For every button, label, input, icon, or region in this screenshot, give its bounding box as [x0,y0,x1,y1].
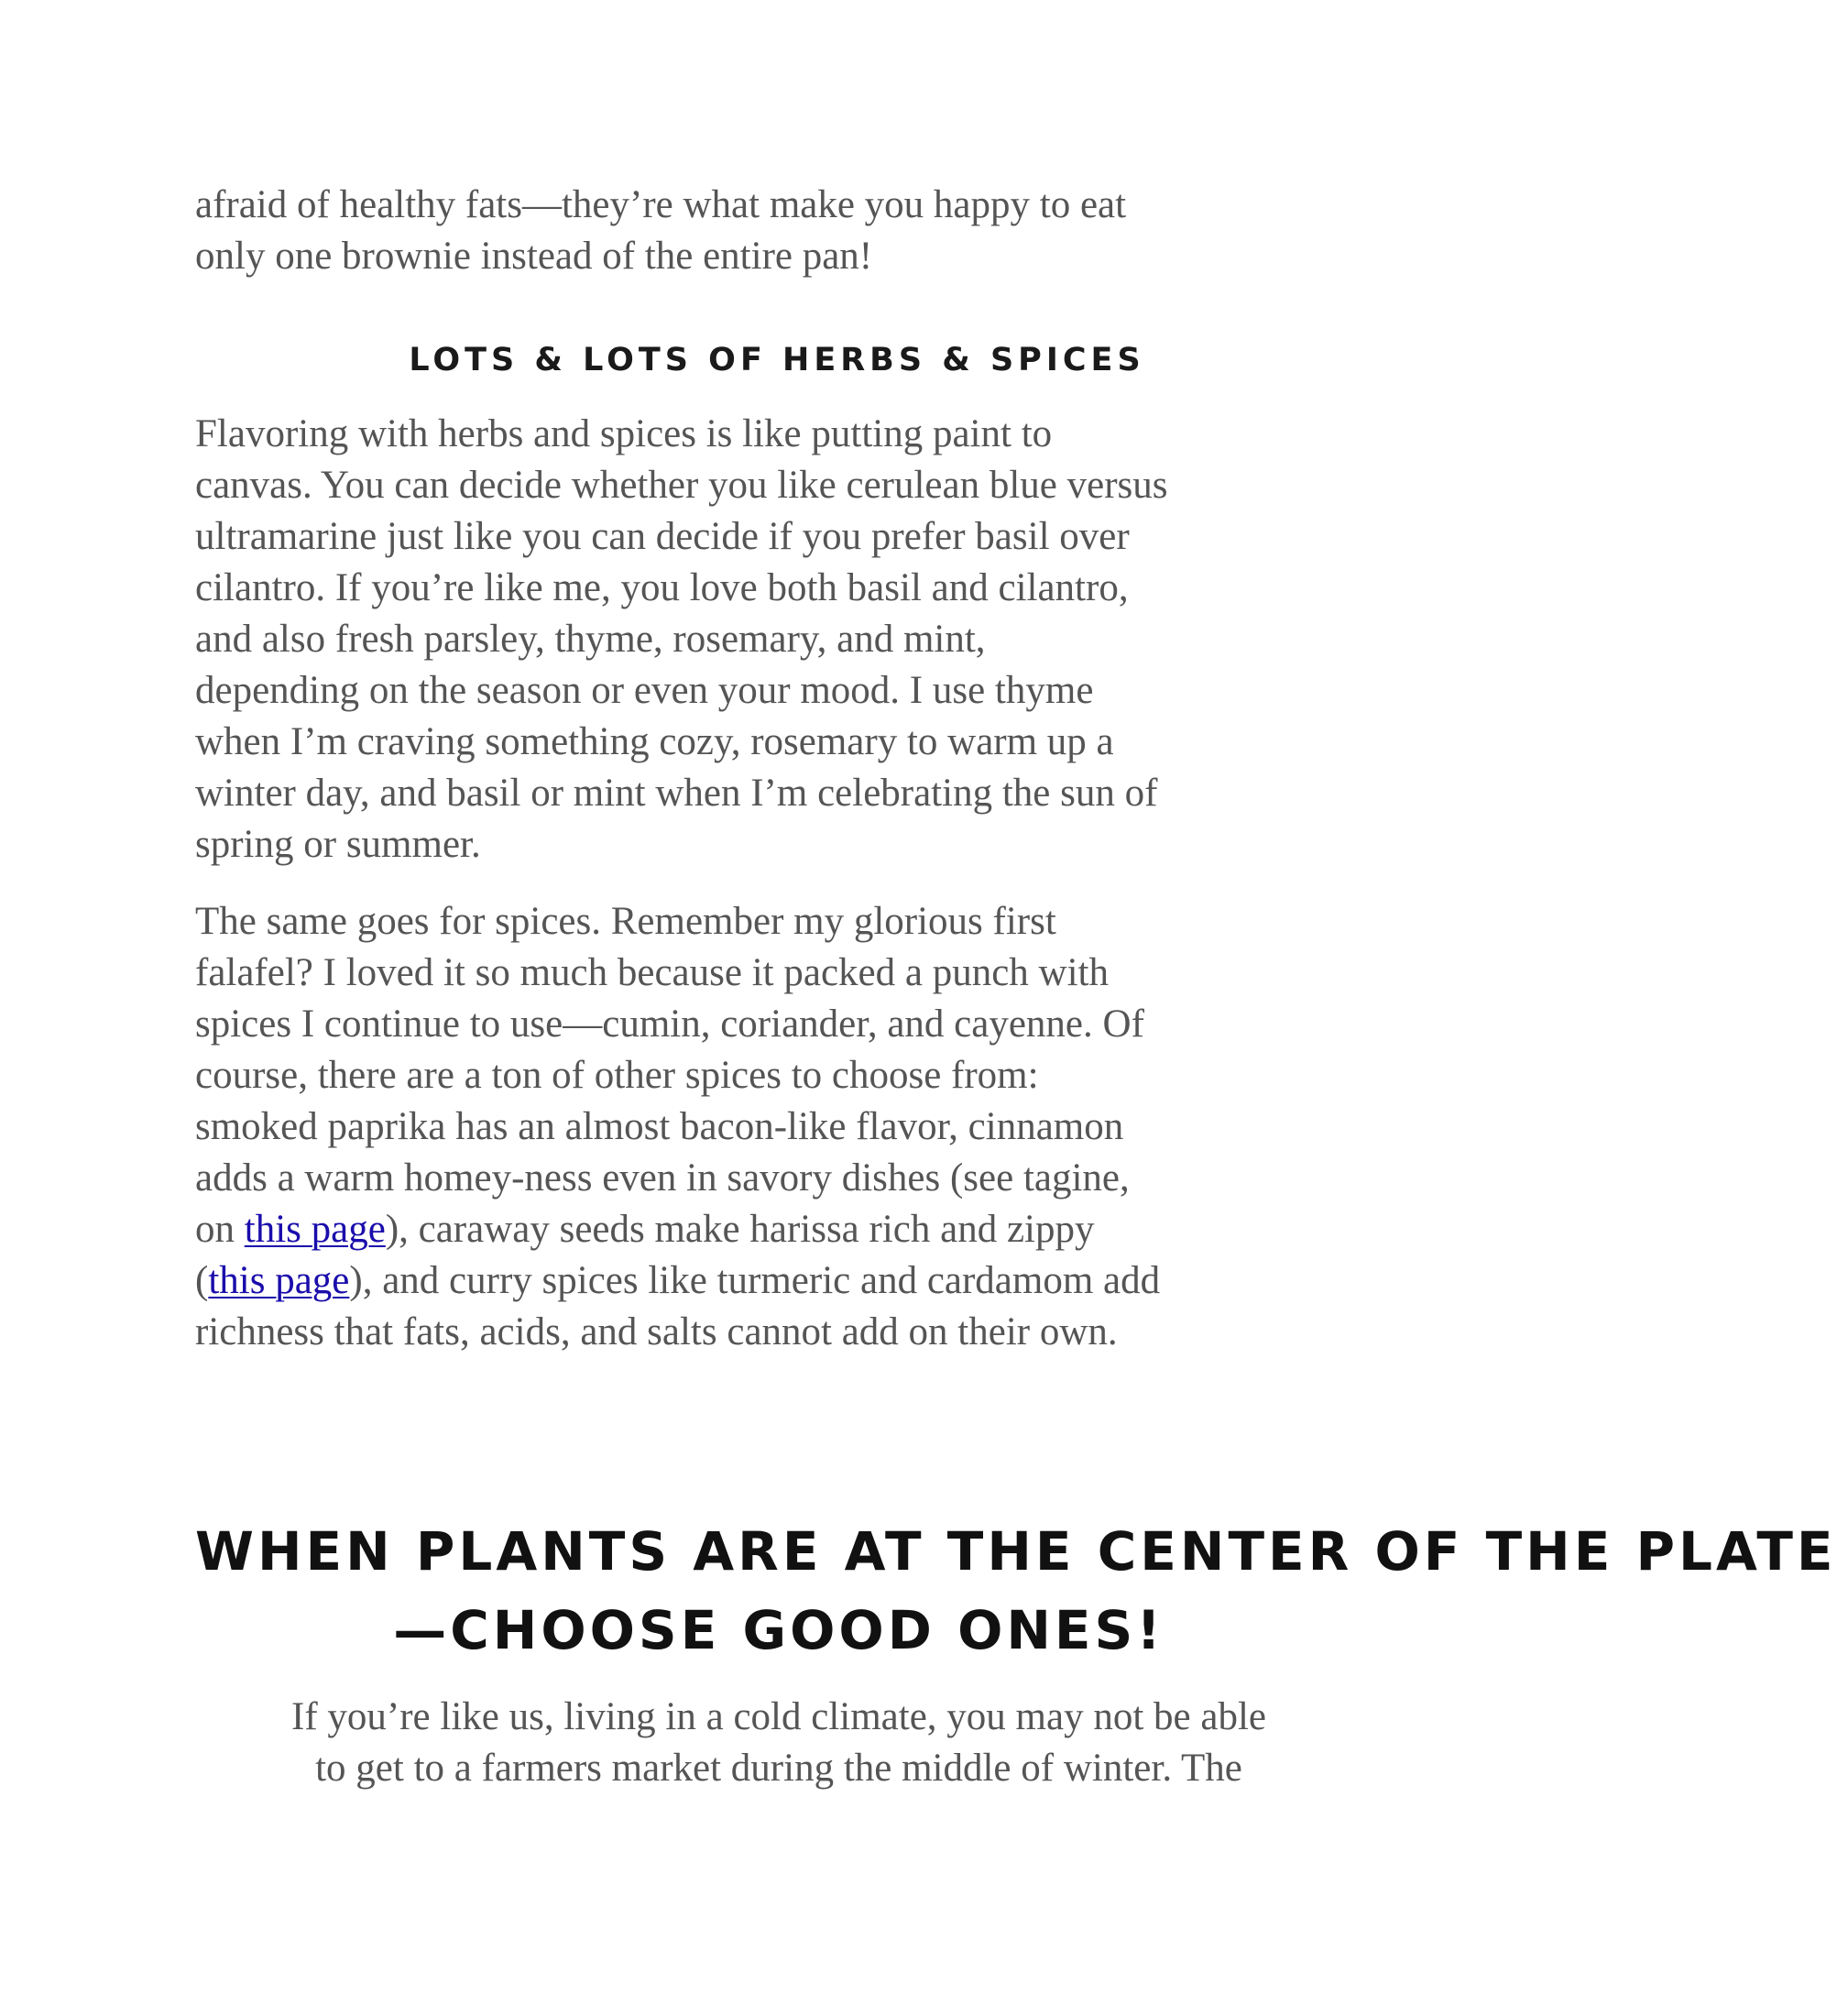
herbs-paragraph [195,409,1386,871]
text-line: Flavoring with herbs and spices is like putting paint to [195,412,1053,455]
text-line: The same goes for spices. Remember my glorious first [195,900,1056,943]
text-line [195,1255,1386,1307]
text-line: afraid of healthy fats—they’re what make you happy to eat [195,183,1127,226]
text-line: cilantro. If you’re like me, you love both basil and cilantro, [195,566,1129,609]
text-line: smoked paprika has an almost bacon-like flavor, cinnamon [195,1105,1124,1148]
text-line: when I’m craving something cozy, rosemary to warm up a [195,720,1114,763]
text-segment: ), caraway seeds make harissa rich and zippy [385,1208,1095,1251]
text-line: and also fresh parsley, thyme, rosemary, and mint, [195,618,986,661]
text-line: If you’re like us, living in a cold climate, you may not be able [291,1695,1266,1738]
tagine-page-link[interactable]: this page [244,1208,386,1251]
text-line: course, there are a ton of other spices to choose from: [195,1054,1039,1097]
heading-line: —CHOOSE GOOD ONES! [393,1599,1165,1661]
text-line: only one brownie instead of the entire pan! [195,235,873,278]
continued-paragraph [195,180,1386,282]
text-segment: ( [195,1259,209,1302]
text-line: spring or summer. [195,823,481,866]
text-line [195,1204,1386,1255]
herbs-spices-subheading: LOTS & LOTS OF HERBS & SPICES [409,342,1145,378]
heading-line: WHEN PLANTS ARE AT THE CENTER OF THE PLATE [195,1520,1837,1583]
text-segment: on [195,1208,245,1251]
plants-section-heading [195,1512,1837,1670]
text-line: to get to a farmers market during the middle of winter. The [315,1747,1242,1790]
text-segment: ), and curry spices like turmeric and cardamom add [349,1259,1161,1302]
text-line: richness that fats, acids, and salts cannot add on their own. [195,1310,1118,1353]
text-line: canvas. You can decide whether you like cerulean blue versus [195,464,1168,507]
text-line: falafel? I loved it so much because it packed a punch with [195,951,1109,994]
spices-paragraph [195,896,1386,1358]
text-line: spices I continue to use—cumin, coriander, and cayenne. Of [195,1003,1144,1046]
climate-paragraph [195,1692,1362,1794]
text-line: depending on the season or even your mood. I use thyme [195,669,1094,712]
text-line: winter day, and basil or mint when I’m celebrating the sun of [195,772,1158,815]
text-line: adds a warm homey-ness even in savory dishes (see tagine, [195,1156,1130,1200]
harissa-page-link[interactable]: this page [208,1259,350,1302]
text-line: ultramarine just like you can decide if you prefer basil over [195,515,1130,558]
